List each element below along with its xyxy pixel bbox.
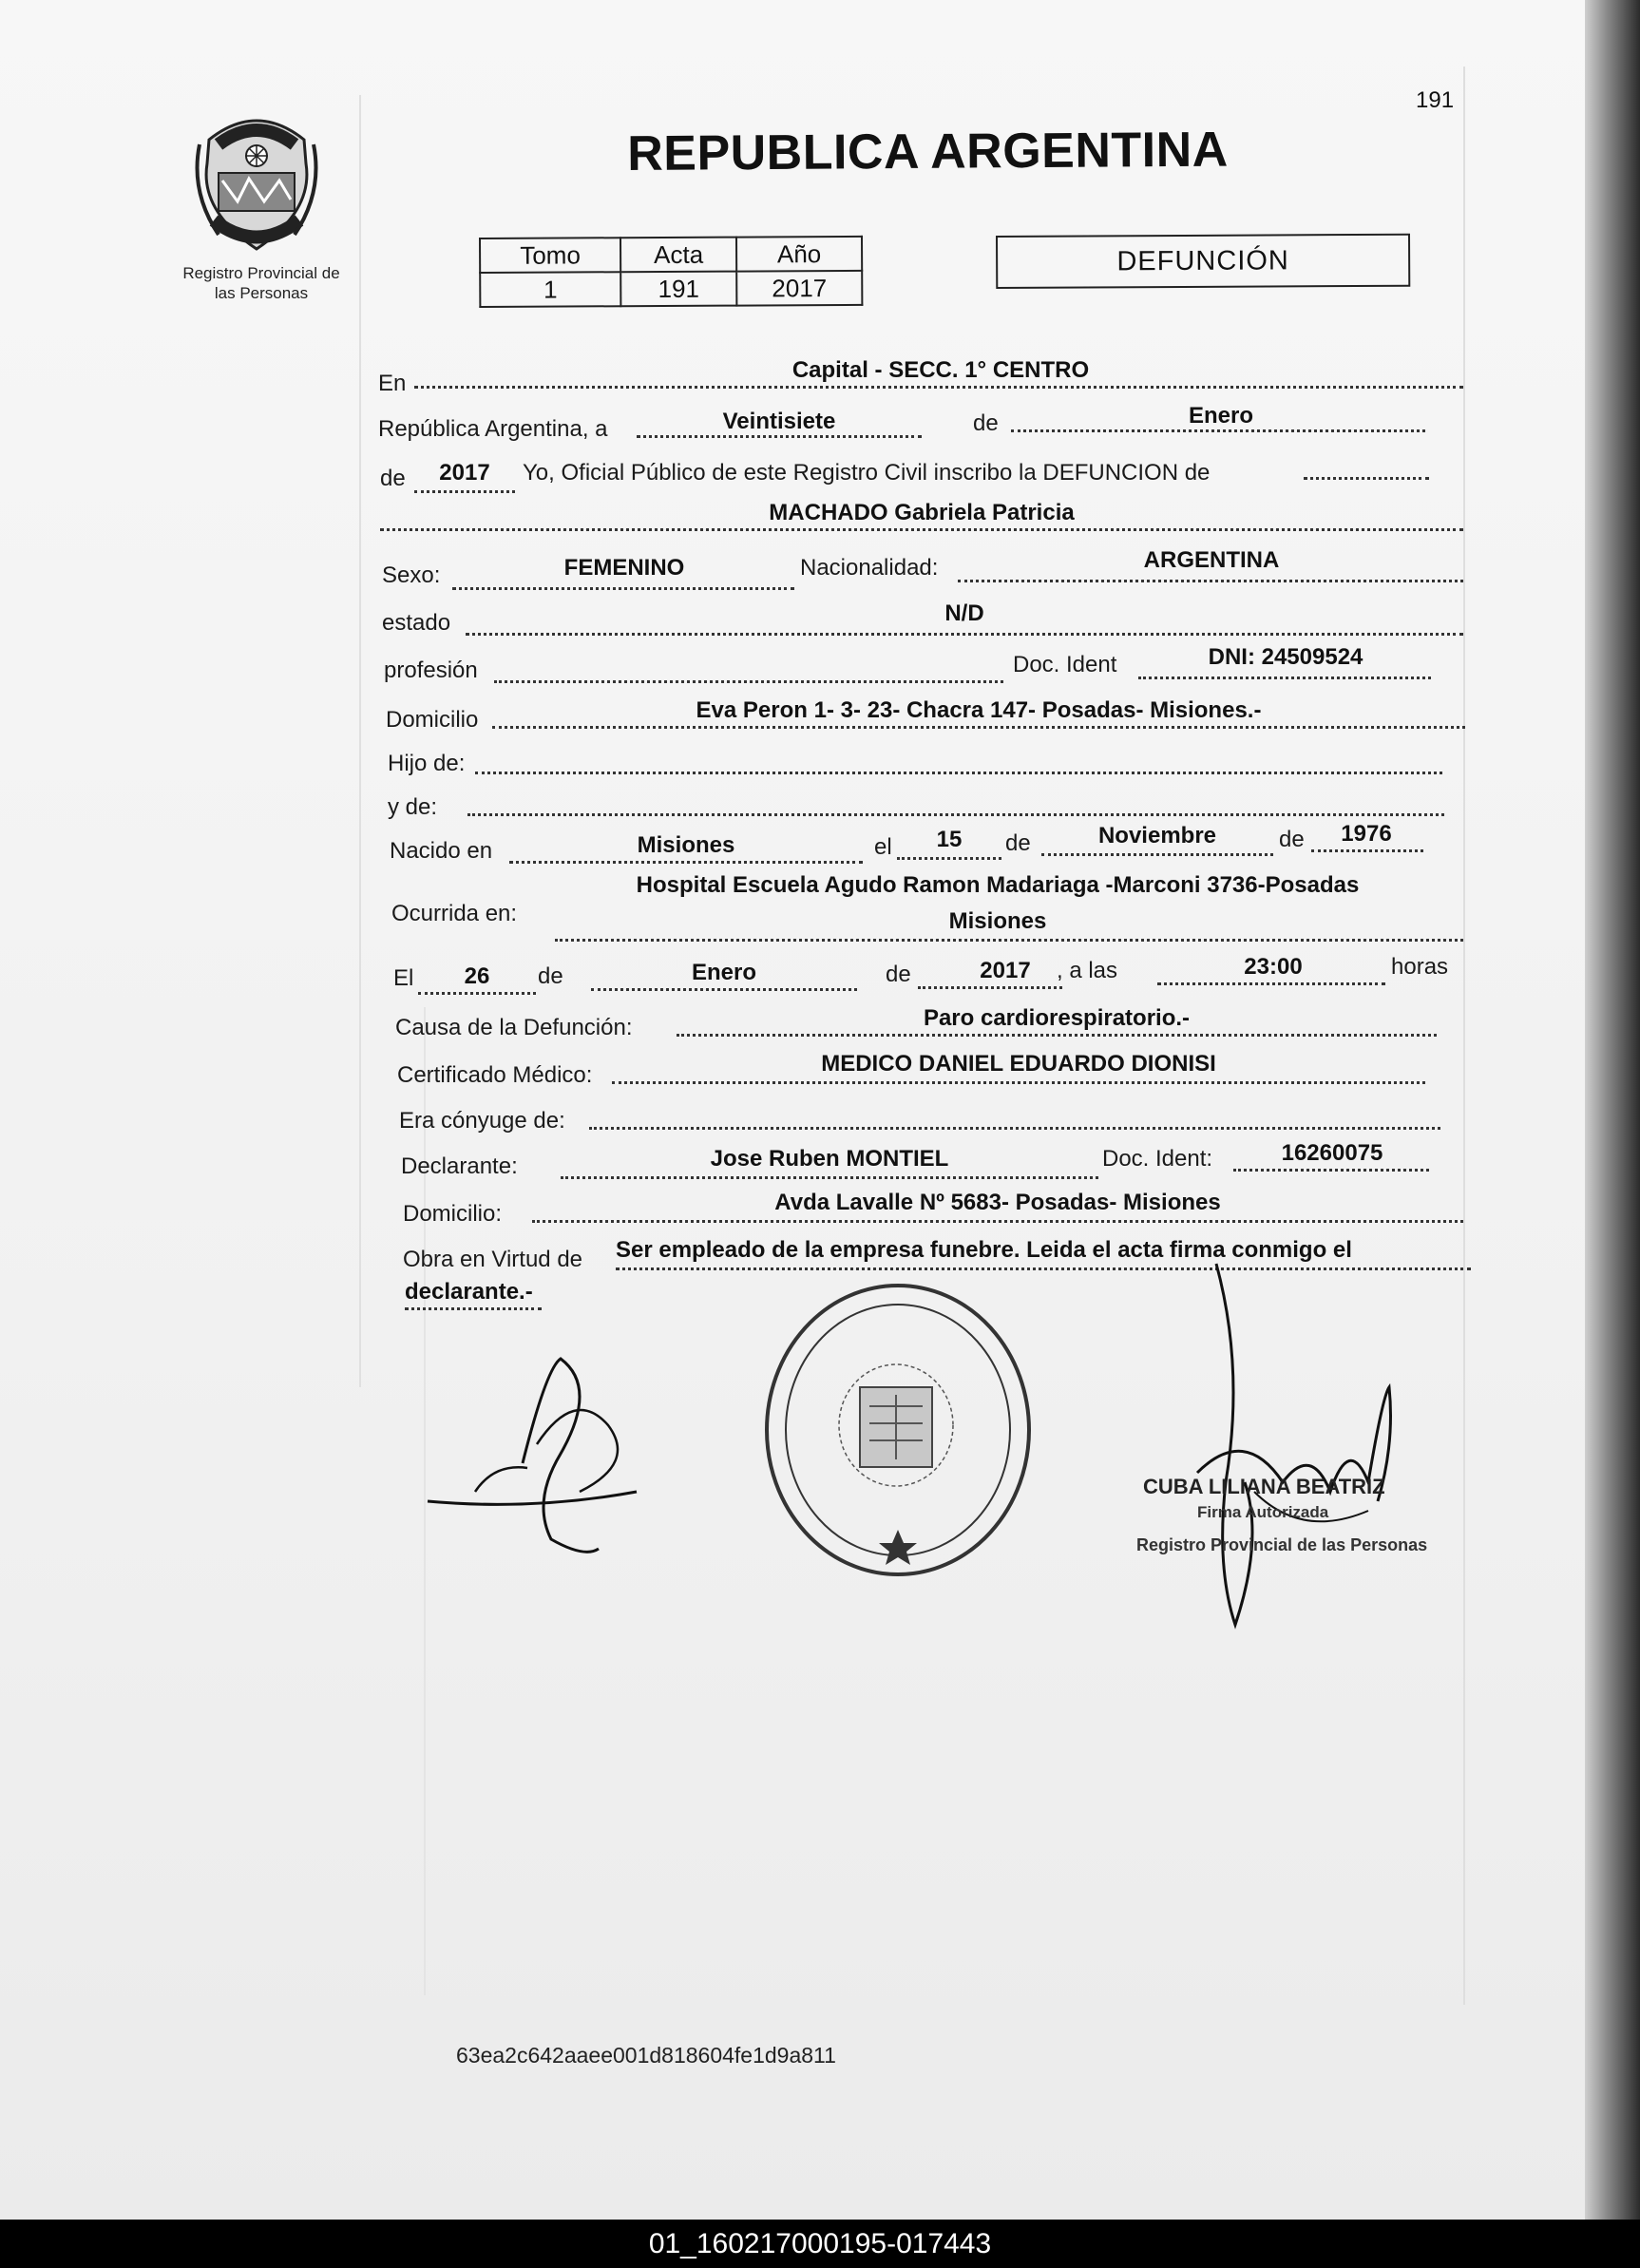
label-el-def: El: [393, 965, 414, 991]
value-hora: 23:00: [1244, 954, 1303, 980]
label-oficial: Yo, Oficial Público de este Registro Civil inscribo la DEFUNCION de: [523, 460, 1211, 486]
document-title: REPUBLICA ARGENTINA: [627, 122, 1229, 181]
official-stamp: [755, 1273, 1040, 1587]
label-sexo: Sexo:: [382, 562, 441, 588]
label-conyuge: Era cónyuge de:: [399, 1108, 565, 1134]
value-anio-nac: 1976: [1341, 821, 1392, 847]
line-ocurrida: [555, 939, 1463, 942]
footer-id-bar: [0, 2220, 1640, 2268]
line-certificado: [612, 1081, 1425, 1084]
label-ocurrida-en: Ocurrida en:: [391, 901, 518, 926]
line-estado: [466, 633, 1463, 636]
document-type-box: DEFUNCIÓN: [996, 234, 1410, 289]
line-dia-def: [418, 992, 536, 995]
value-nacionalidad: ARGENTINA: [1143, 547, 1280, 573]
page-edge-shadow: [1585, 0, 1640, 2220]
line-dia-texto: [637, 435, 922, 438]
value-mes-def: Enero: [691, 960, 756, 985]
declarant-signature: [418, 1349, 665, 1568]
line-nacido-en: [509, 861, 863, 864]
acta-header-tomo: Tomo: [480, 238, 620, 273]
line-obra-l2: [405, 1307, 542, 1310]
value-obra-l2: declarante.-: [405, 1279, 533, 1305]
label-y-de: y de:: [388, 794, 438, 820]
line-hora: [1157, 982, 1385, 985]
official-signature: [1178, 1254, 1425, 1644]
line-anio-def: [918, 986, 1062, 989]
signatory-name: CUBA LILIANA BEATRIZ: [1143, 1475, 1385, 1498]
label-hijo-de: Hijo de:: [388, 751, 466, 776]
value-nacido-en: Misiones: [637, 832, 735, 858]
value-ocurrida-l2: Misiones: [948, 908, 1047, 934]
acta-table-header-row: [480, 237, 862, 273]
value-doc-declarante: 16260075: [1281, 1140, 1383, 1166]
value-dia-texto: Veintisiete: [722, 409, 836, 434]
value-ocurrida-l1: Hospital Escuela Agudo Ramon Madariaga -Marconi 3736-Posadas: [636, 872, 1360, 898]
label-profesion: profesión: [384, 658, 478, 683]
value-lugar: Capital - SECC. 1° CENTRO: [791, 357, 1090, 383]
label-doc-ident: Doc. Ident: [1013, 652, 1117, 677]
registry-label-line2: las Personas: [214, 284, 309, 302]
line-profesion: [494, 680, 1003, 683]
page-border-right: [1463, 67, 1465, 2005]
value-anio-def: 2017: [980, 958, 1031, 983]
label-nacido-en: Nacido en: [390, 838, 493, 864]
label-nacionalidad: Nacionalidad:: [800, 555, 939, 581]
label-a-las: , a las: [1057, 958, 1118, 983]
line-doc-declarante: [1233, 1169, 1429, 1172]
line-causa: [677, 1034, 1437, 1037]
acta-value-acta: 191: [620, 272, 736, 307]
value-declarante: Jose Ruben MONTIEL: [710, 1146, 949, 1172]
label-republica: República Argentina, a: [378, 416, 608, 442]
label-de-def-mes: de: [538, 963, 563, 989]
signatory-title: Firma Autorizada: [1197, 1503, 1329, 1521]
value-dia-nac: 15: [936, 827, 963, 852]
acta-header-acta: Acta: [620, 238, 736, 273]
signatory-registry: Registro Provincial de las Personas: [1136, 1535, 1428, 1554]
label-certificado: Certificado Médico:: [397, 1062, 593, 1088]
label-domicilio-declarante: Domicilio:: [403, 1201, 503, 1227]
label-horas: horas: [1391, 954, 1449, 980]
line-anio: [414, 490, 515, 493]
footer-id: 01_160217000195-017443: [648, 2228, 992, 2259]
line-y-de: [467, 813, 1444, 816]
value-dni: DNI: 24509524: [1208, 644, 1363, 670]
provincial-seal-logo: [190, 106, 323, 254]
label-obra: Obra en Virtud de: [403, 1247, 583, 1272]
acta-value-tomo: 1: [480, 272, 620, 307]
value-mes-nac: Noviembre: [1097, 823, 1217, 848]
line-mes: [1011, 429, 1425, 432]
label-de-anio: de: [380, 466, 406, 491]
line-hijo-de: [475, 772, 1442, 774]
registry-label: [162, 263, 361, 303]
acta-table-value-row: [480, 271, 862, 307]
line-declarante: [561, 1176, 1098, 1179]
label-de-nac-anio: de: [1279, 827, 1305, 852]
value-nombre: MACHADO Gabriela Patricia: [769, 500, 1075, 525]
value-anio: 2017: [439, 460, 490, 486]
value-domicilio-declarante: Avda Lavalle Nº 5683- Posadas- Misiones: [774, 1190, 1221, 1215]
value-causa: Paro cardiorespiratorio.-: [923, 1005, 1191, 1031]
line-mes-def: [591, 988, 857, 991]
value-mes: Enero: [1188, 403, 1253, 429]
value-dia-def: 26: [464, 963, 490, 989]
line-mes-nac: [1041, 853, 1273, 856]
label-en: En: [378, 371, 407, 396]
label-el-nac: el: [874, 834, 892, 860]
value-estado: N/D: [944, 600, 984, 626]
line-conyuge: [589, 1127, 1440, 1130]
label-de-def-anio: de: [886, 962, 911, 987]
line-anio-nac: [1311, 849, 1423, 852]
line-sexo: [452, 587, 794, 590]
acta-table: [479, 236, 863, 308]
label-de-nac-mes: de: [1005, 830, 1031, 856]
value-sexo: FEMENINO: [563, 555, 685, 581]
line-nombre: [380, 528, 1463, 531]
label-domicilio: Domicilio: [386, 707, 479, 733]
label-doc-ident-declarante: Doc. Ident:: [1102, 1146, 1213, 1172]
line-dni: [1138, 677, 1431, 679]
label-causa: Causa de la Defunción:: [395, 1015, 633, 1040]
value-obra-l1: Ser empleado de la empresa funebre. Leida el acta firma conmigo el: [616, 1237, 1352, 1263]
line-lugar: [414, 386, 1463, 389]
line-nacionalidad: [958, 580, 1463, 582]
line-oficial-end: [1304, 477, 1429, 480]
acta-header-anio: Año: [736, 237, 862, 272]
value-certificado: MEDICO DANIEL EDUARDO DIONISI: [821, 1051, 1216, 1077]
line-domicilio-declarante: [532, 1220, 1463, 1223]
page-number: 191: [1416, 87, 1455, 113]
value-domicilio: Eva Peron 1- 3- 23- Chacra 147- Posadas- Misiones.-: [696, 697, 1262, 723]
label-declarante: Declarante:: [401, 1153, 518, 1179]
registry-label-line1: Registro Provincial de: [182, 264, 340, 282]
label-estado: estado: [382, 610, 451, 636]
document-hash: 63ea2c642aaee001d818604fe1d9a811: [456, 2043, 836, 2068]
label-de-mes: de: [973, 410, 999, 436]
line-dia-nac: [897, 857, 1001, 860]
line-domicilio: [492, 726, 1465, 729]
acta-value-anio: 2017: [736, 271, 862, 306]
